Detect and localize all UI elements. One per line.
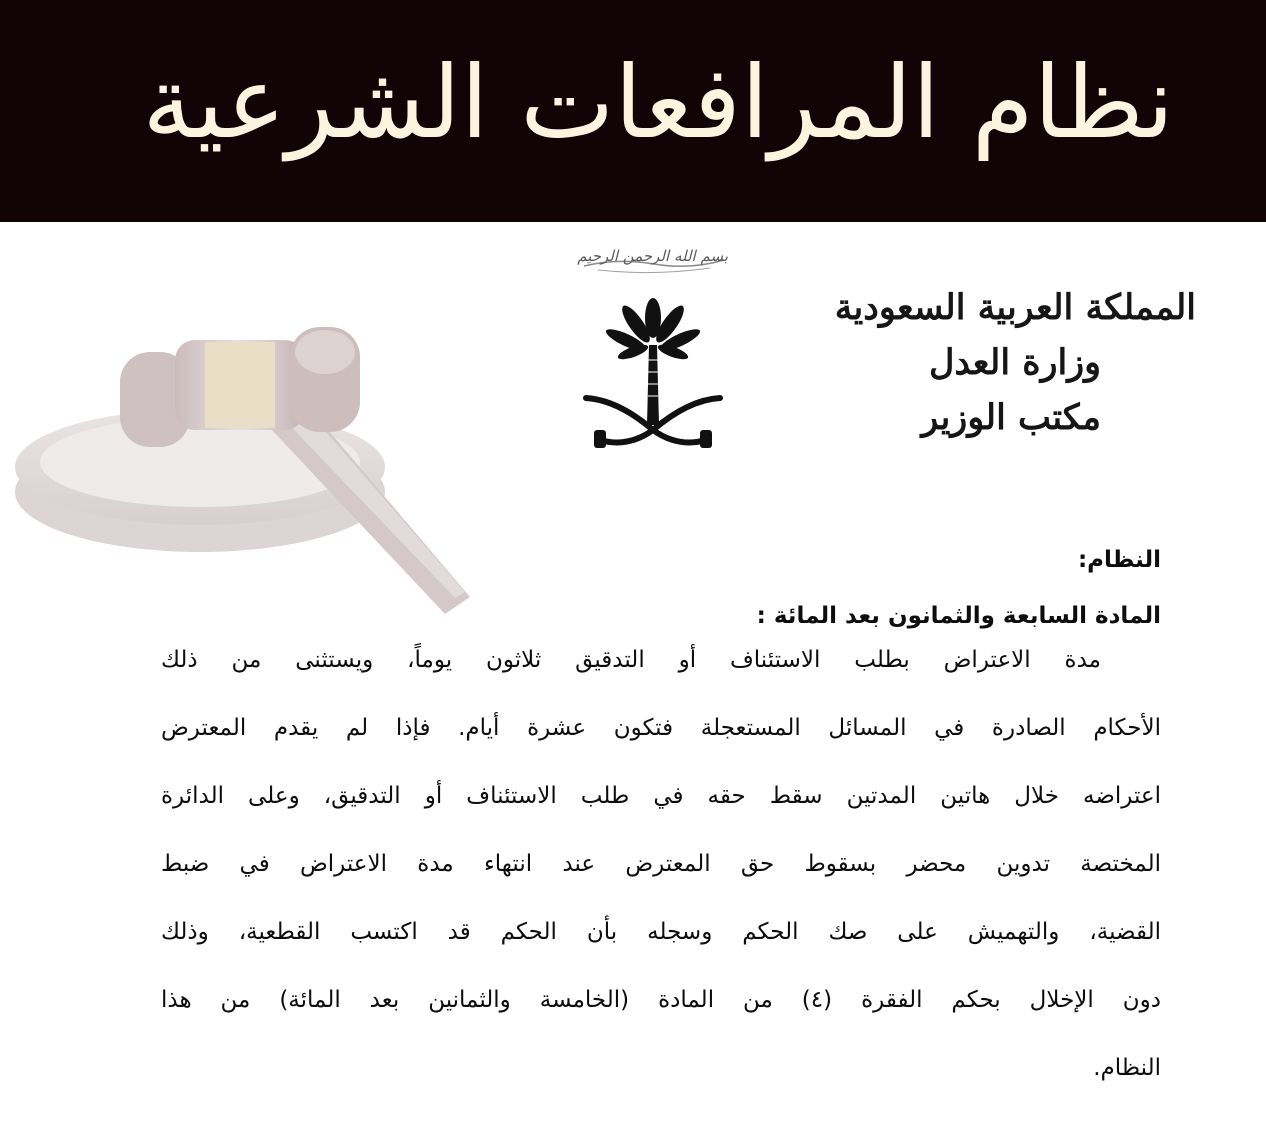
article-heading: المادة السابعة والثمانون بعد المائة :	[756, 603, 1161, 629]
article-line: القضية، والتهميش على صك الحكم وسجله بأن الحكم قد اكتسب القطعية، وذلك	[161, 919, 1161, 945]
title-banner	[0, 0, 1266, 222]
document-content	[161, 530, 1161, 1120]
article-line: دون الإخلال بحكم الفقرة (٤) من المادة (الخامسة والثمانين بعد المائة) من هذا	[161, 987, 1161, 1013]
letterhead-kingdom: المملكة العربية السعودية	[834, 287, 1196, 328]
letterhead-office: مكتب الوزير	[921, 397, 1101, 438]
article-line: النظام.	[1093, 1055, 1161, 1081]
ministry-letterhead	[766, 280, 1196, 445]
article-line: مدة الاعتراض بطلب الاستئناف أو التدقيق ثلاثون يوماً، ويستثنى من ذلك	[161, 647, 1101, 673]
article-line: الأحكام الصادرة في المسائل المستعجلة فتكون عشرة أيام. فإذا لم يقدم المعترض	[161, 715, 1161, 741]
article-line: اعتراضه خلال هاتين المدتين سقط حقه في طلب الاستئناف أو التدقيق، وعلى الدائرة	[161, 783, 1161, 809]
article-body	[161, 644, 1161, 1120]
section-label: النظام:	[1077, 547, 1161, 573]
article-line: المختصة تدوين محضر بسقوط حق المعترض عند انتهاء مدة الاعتراض في ضبط	[161, 851, 1161, 877]
banner-title: نظام المرافعات الشرعية	[142, 44, 1174, 161]
letterhead-ministry: وزارة العدل	[928, 342, 1101, 383]
basmala-text: بسم الله الرحمن الرحيم	[577, 247, 728, 265]
saudi-emblem-palm-swords-icon	[578, 290, 728, 460]
